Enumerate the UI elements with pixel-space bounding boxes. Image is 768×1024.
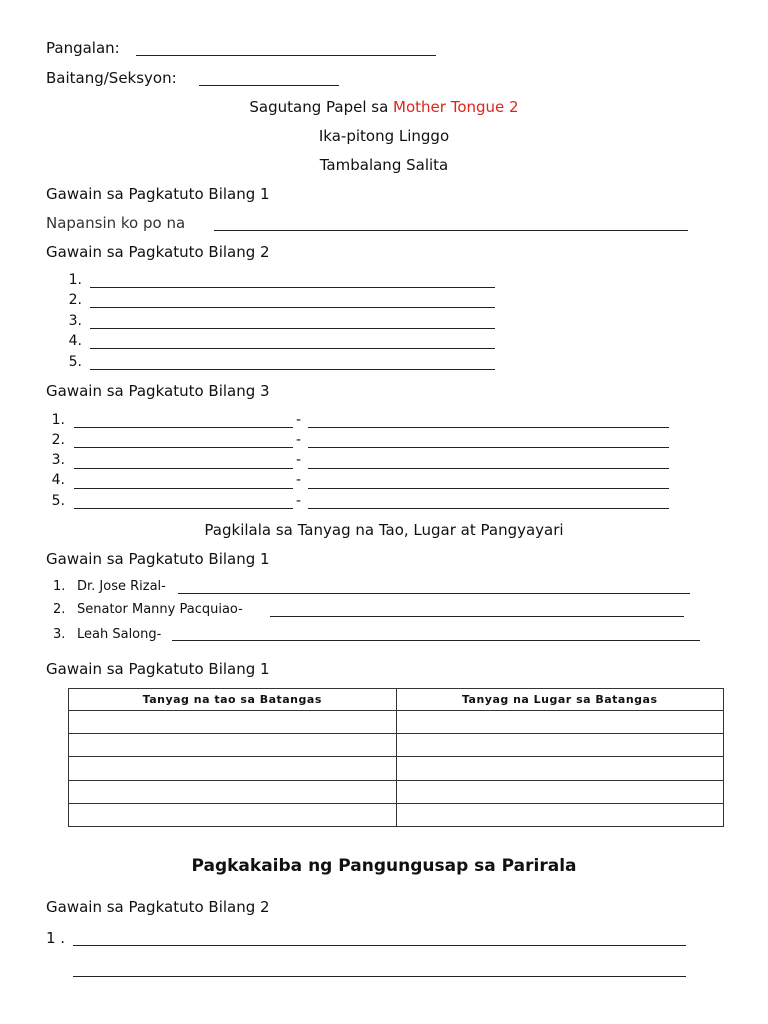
activity2-answer-line[interactable] xyxy=(90,328,495,329)
activity3-meaning-line[interactable] xyxy=(308,427,669,428)
activity2-answer-line[interactable] xyxy=(90,287,495,288)
table-cell[interactable] xyxy=(396,803,724,826)
list-item-number: 1. xyxy=(53,579,66,594)
worksheet-title xyxy=(0,98,768,116)
section2-heading: Pagkilala sa Tanyag na Tao, Lugar at Pangyayari xyxy=(204,521,564,539)
table-cell[interactable] xyxy=(69,757,397,780)
list-item-number: 4. xyxy=(68,333,82,349)
activity3-word-line[interactable] xyxy=(74,447,293,448)
week-title: Ika-pitong Linggo xyxy=(318,127,450,145)
activity3-meaning-line[interactable] xyxy=(308,468,669,469)
activity3-title: Gawain sa Pagkatuto Bilang 3 xyxy=(46,382,270,400)
activity3-word-line[interactable] xyxy=(74,488,293,489)
activity2-answer-line[interactable] xyxy=(90,369,495,370)
list-item-number: 3. xyxy=(51,452,65,468)
table-cell[interactable] xyxy=(69,803,397,826)
list-item-number: 1 . xyxy=(46,929,66,947)
col-famous-places: Tanyag na Lugar sa Batangas xyxy=(396,689,724,711)
section-label: Baitang/Seksyon: xyxy=(46,69,177,87)
section3-answer-line[interactable] xyxy=(73,976,686,977)
activity3-meaning-line[interactable] xyxy=(308,508,669,509)
activity3-meaning-line[interactable] xyxy=(308,447,669,448)
activity3-word-line[interactable] xyxy=(74,468,293,469)
table-cell[interactable] xyxy=(69,711,397,734)
title-prefix: Sagutang Papel sa xyxy=(249,98,394,116)
section2-table-activity-title: Gawain sa Pagkatuto Bilang 1 xyxy=(46,660,270,678)
list-item-number: 5. xyxy=(68,354,82,370)
pair-separator: - xyxy=(296,432,302,448)
activity1-prompt: Napansin ko po na xyxy=(46,214,186,232)
table-cell[interactable] xyxy=(69,734,397,757)
section2-activity-title: Gawain sa Pagkatuto Bilang 1 xyxy=(46,550,270,568)
famous-batangas-table xyxy=(68,688,724,827)
table-cell[interactable] xyxy=(396,711,724,734)
person-answer-line[interactable] xyxy=(178,593,690,594)
table-row xyxy=(69,734,724,757)
pair-separator: - xyxy=(296,472,302,488)
activity3-word-line[interactable] xyxy=(74,508,293,509)
activity3-meaning-line[interactable] xyxy=(308,488,669,489)
pair-separator: - xyxy=(296,412,302,428)
table-row xyxy=(69,803,724,826)
activity2-answer-line[interactable] xyxy=(90,348,495,349)
activity2-answer-line[interactable] xyxy=(90,307,495,308)
topic-title: Tambalang Salita xyxy=(319,156,449,174)
subject-name: Mother Tongue 2 xyxy=(393,98,519,116)
list-item-number: 1. xyxy=(68,272,82,288)
activity1-title: Gawain sa Pagkatuto Bilang 1 xyxy=(46,185,270,203)
table-row xyxy=(69,780,724,803)
section3-activity-title: Gawain sa Pagkatuto Bilang 2 xyxy=(46,898,270,916)
table-header-row xyxy=(69,689,724,711)
person-label-rizal: Dr. Jose Rizal- xyxy=(77,579,166,594)
person-label-salonga: Leah Salong- xyxy=(77,627,162,642)
person-answer-line[interactable] xyxy=(270,616,684,617)
table-cell[interactable] xyxy=(396,734,724,757)
table-cell[interactable] xyxy=(396,757,724,780)
table-row xyxy=(69,711,724,734)
person-label-pacquiao: Senator Manny Pacquiao- xyxy=(77,602,243,617)
table-row xyxy=(69,757,724,780)
section3-answer-line[interactable] xyxy=(73,945,686,946)
list-item-number: 1. xyxy=(51,412,65,428)
table-cell[interactable] xyxy=(69,780,397,803)
list-item-number: 4. xyxy=(51,472,65,488)
list-item-number: 3. xyxy=(68,313,82,329)
name-answer-line[interactable] xyxy=(136,55,436,56)
section-answer-line[interactable] xyxy=(199,85,339,86)
list-item-number: 2. xyxy=(51,432,65,448)
col-famous-people: Tanyag na tao sa Batangas xyxy=(69,689,397,711)
pair-separator: - xyxy=(296,493,302,509)
person-answer-line[interactable] xyxy=(172,640,700,641)
activity3-word-line[interactable] xyxy=(74,427,293,428)
name-label: Pangalan: xyxy=(46,39,120,57)
list-item-number: 3. xyxy=(53,627,66,642)
pair-separator: - xyxy=(296,452,302,468)
activity2-title: Gawain sa Pagkatuto Bilang 2 xyxy=(46,243,270,261)
table-cell[interactable] xyxy=(396,780,724,803)
list-item-number: 5. xyxy=(51,493,65,509)
list-item-number: 2. xyxy=(68,292,82,308)
list-item-number: 2. xyxy=(53,602,66,617)
section3-heading: Pagkakaiba ng Pangungusap sa Parirala xyxy=(191,856,577,876)
activity1-answer-line[interactable] xyxy=(214,230,688,231)
